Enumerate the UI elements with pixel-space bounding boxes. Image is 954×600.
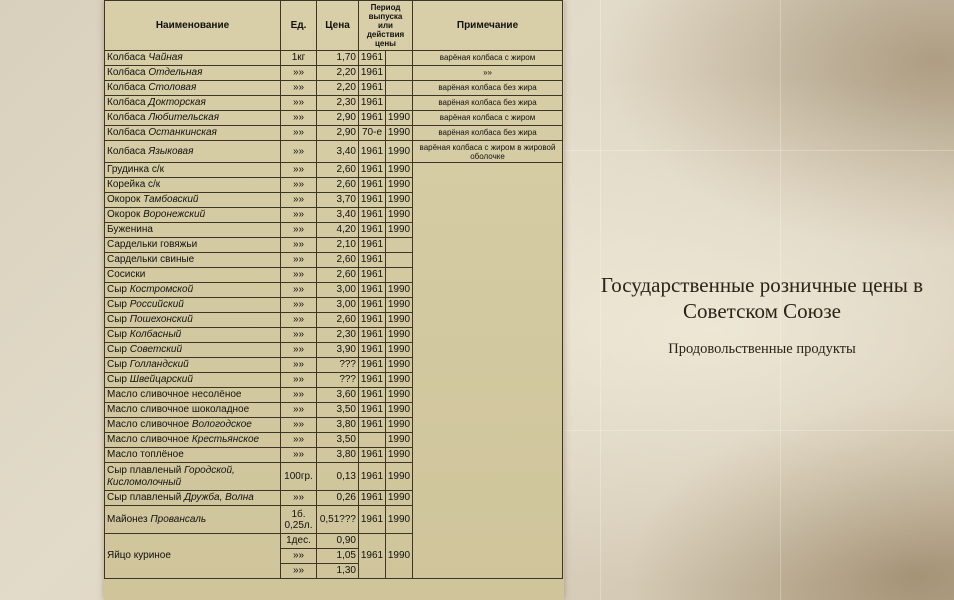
- page-subtitle: Продовольственные продукты: [668, 341, 856, 357]
- item-name-plain: Колбаса: [107, 67, 149, 78]
- table-row: [105, 81, 563, 96]
- item-year-start: 1961: [359, 66, 386, 81]
- item-year-start: 1961: [359, 178, 386, 193]
- item-name: [105, 373, 281, 388]
- item-name-plain: Сыр: [107, 359, 130, 370]
- item-name-plain: Масло сливочное: [107, 434, 192, 445]
- item-name-italic: Костромской: [129, 284, 194, 295]
- item-name: [105, 81, 281, 96]
- item-name-plain: Сыр: [107, 374, 130, 385]
- item-unit: 100гр.: [281, 463, 317, 491]
- item-name-plain: Сардельки говяжьи: [107, 239, 198, 250]
- item-year-end: 1990: [386, 403, 413, 418]
- item-name: [105, 141, 281, 163]
- item-name: [105, 238, 281, 253]
- item-year-end: 1990: [386, 534, 413, 579]
- table-row: [105, 126, 563, 141]
- item-name: [105, 253, 281, 268]
- item-unit: »»: [281, 208, 317, 223]
- item-year-start: 1961: [359, 163, 386, 178]
- item-price: 3,50: [317, 403, 359, 418]
- item-name-plain: Сардельки свиные: [107, 254, 195, 265]
- item-name-plain: Грудинка с/к: [107, 164, 165, 175]
- item-year-end: 1990: [386, 463, 413, 491]
- item-year-start: 1961: [359, 298, 386, 313]
- item-year-end: 1990: [386, 388, 413, 403]
- item-price: 0,90: [317, 534, 359, 549]
- item-name-plain: Масло сливочное несолёное: [107, 389, 242, 400]
- item-unit: »»: [281, 358, 317, 373]
- item-year-start: 1961: [359, 81, 386, 96]
- item-price: 3,90: [317, 343, 359, 358]
- item-year-start: 1961: [359, 343, 386, 358]
- item-price: 2,90: [317, 126, 359, 141]
- item-unit: »»: [281, 549, 317, 564]
- item-name-italic: Швейцарский: [129, 374, 193, 385]
- item-unit: »»: [281, 253, 317, 268]
- header-period: Период выпуска или действия цены: [359, 1, 413, 51]
- item-price: ???: [317, 373, 359, 388]
- item-unit: »»: [281, 313, 317, 328]
- item-name-plain: Колбаса: [107, 112, 149, 123]
- item-year-start: 1961: [359, 463, 386, 491]
- item-year-start: 1961: [359, 268, 386, 283]
- item-name: [105, 403, 281, 418]
- item-unit: »»: [281, 66, 317, 81]
- table-row: [105, 163, 563, 178]
- item-price: 2,90: [317, 111, 359, 126]
- item-name-plain: Масло сливочное шоколадное: [107, 404, 250, 415]
- item-price: 2,60: [317, 313, 359, 328]
- item-year-start: 1961: [359, 358, 386, 373]
- item-name-plain: Колбаса: [107, 127, 149, 138]
- item-year-end: [386, 51, 413, 66]
- item-price: 3,80: [317, 418, 359, 433]
- item-name-plain: Буженина: [107, 224, 153, 235]
- item-year-end: 1990: [386, 313, 413, 328]
- item-note: варёная колбаса с жиром: [413, 51, 563, 66]
- item-name-italic: Отдельная: [148, 67, 203, 78]
- item-year-end: 1990: [386, 283, 413, 298]
- item-name: [105, 313, 281, 328]
- item-name-plain: Сыр: [107, 329, 130, 340]
- table-row: [105, 96, 563, 111]
- item-year-end: 1990: [386, 223, 413, 238]
- item-year-start: [359, 433, 386, 448]
- item-name-plain: Сыр: [107, 299, 130, 310]
- item-name: [105, 178, 281, 193]
- item-unit: »»: [281, 223, 317, 238]
- item-price: 2,20: [317, 81, 359, 96]
- item-price: 4,20: [317, 223, 359, 238]
- table-body: [105, 51, 563, 579]
- item-unit: »»: [281, 141, 317, 163]
- item-year-start: 1961: [359, 403, 386, 418]
- item-name: [105, 126, 281, 141]
- item-year-start: 1961: [359, 534, 386, 579]
- item-price: 2,60: [317, 253, 359, 268]
- item-name-italic: Столовая: [148, 82, 197, 93]
- item-unit: »»: [281, 96, 317, 111]
- item-price: 0,13: [317, 463, 359, 491]
- item-unit: »»: [281, 163, 317, 178]
- item-unit: »»: [281, 178, 317, 193]
- item-name-plain: Окорок: [107, 194, 144, 205]
- item-year-end: 1990: [386, 298, 413, 313]
- item-year-start: 1961: [359, 223, 386, 238]
- item-price: 2,60: [317, 178, 359, 193]
- item-year-start: 1961: [359, 51, 386, 66]
- item-year-end: [386, 81, 413, 96]
- item-name: [105, 111, 281, 126]
- item-year-start: 1961: [359, 96, 386, 111]
- item-name-plain: Корейка с/к: [107, 179, 161, 190]
- item-unit: »»: [281, 328, 317, 343]
- notes-empty-area: [413, 163, 563, 579]
- price-table-sheet: [104, 0, 564, 600]
- item-year-start: 1961: [359, 193, 386, 208]
- item-year-end: 1990: [386, 328, 413, 343]
- item-year-end: [386, 268, 413, 283]
- item-name: [105, 388, 281, 403]
- item-note: варёная колбаса без жира: [413, 81, 563, 96]
- item-name: [105, 268, 281, 283]
- item-unit: 1б. 0,25л.: [281, 506, 317, 534]
- item-year-start: 1961: [359, 373, 386, 388]
- item-name: [105, 163, 281, 178]
- item-price: 3,40: [317, 208, 359, 223]
- item-unit: »»: [281, 193, 317, 208]
- table-row: [105, 66, 563, 81]
- item-name-plain: Сосиски: [107, 269, 146, 280]
- item-year-end: 1990: [386, 343, 413, 358]
- item-year-start: 1961: [359, 506, 386, 534]
- item-year-end: 1990: [386, 358, 413, 373]
- item-price: 2,10: [317, 238, 359, 253]
- item-price: 2,30: [317, 96, 359, 111]
- item-year-start: 1961: [359, 418, 386, 433]
- item-name: [105, 223, 281, 238]
- item-name-plain: Колбаса: [107, 82, 149, 93]
- item-year-end: 1990: [386, 178, 413, 193]
- item-price: 3,60: [317, 388, 359, 403]
- item-year-start: 1961: [359, 313, 386, 328]
- page-title: Государственные розничные цены в Советском Союзе: [600, 273, 924, 323]
- item-name-italic: Городской, Кисломолочный: [107, 464, 235, 488]
- item-year-start: 1961: [359, 388, 386, 403]
- item-name-italic: Советский: [129, 344, 183, 355]
- item-name-italic: Колбасный: [129, 329, 182, 340]
- item-year-end: 1990: [386, 491, 413, 506]
- item-name: [105, 298, 281, 313]
- item-name: [105, 463, 281, 491]
- item-year-end: 1990: [386, 373, 413, 388]
- item-year-end: 1990: [386, 208, 413, 223]
- item-name-italic: Языковая: [148, 145, 194, 157]
- item-unit: »»: [281, 81, 317, 96]
- item-year-end: 1990: [386, 433, 413, 448]
- item-note: »»: [413, 66, 563, 81]
- table-row: [105, 51, 563, 66]
- item-name-plain: Колбаса: [107, 52, 149, 63]
- item-name: [105, 51, 281, 66]
- item-name: [105, 193, 281, 208]
- item-unit: »»: [281, 448, 317, 463]
- item-unit: »»: [281, 283, 317, 298]
- item-name-italic: Докторская: [148, 97, 206, 108]
- item-year-end: [386, 66, 413, 81]
- header-unit: Ед.: [281, 1, 317, 51]
- item-price: 3,70: [317, 193, 359, 208]
- item-year-start: 1961: [359, 238, 386, 253]
- item-name-italic: Крестьянское: [191, 434, 260, 445]
- item-name-italic: Воронежский: [143, 209, 206, 220]
- item-name: [105, 328, 281, 343]
- table-row: [105, 111, 563, 126]
- item-note: варёная колбаса без жира: [413, 96, 563, 111]
- item-year-end: [386, 238, 413, 253]
- item-price: 2,20: [317, 66, 359, 81]
- item-name-plain: Колбаса: [107, 97, 149, 108]
- item-unit: »»: [281, 268, 317, 283]
- table-header-row: [105, 1, 563, 51]
- header-price: Цена: [317, 1, 359, 51]
- item-year-start: 1961: [359, 111, 386, 126]
- item-name-italic: Останкинская: [148, 127, 217, 138]
- item-name: [105, 433, 281, 448]
- item-name-plain: Масло сливочное: [107, 419, 192, 430]
- price-table: [104, 0, 563, 579]
- item-year-end: 1990: [386, 163, 413, 178]
- item-price: 0,51???: [317, 506, 359, 534]
- item-unit: »»: [281, 373, 317, 388]
- item-price: ???: [317, 358, 359, 373]
- item-year-end: 1990: [386, 193, 413, 208]
- item-name: [105, 343, 281, 358]
- item-name: [105, 283, 281, 298]
- item-name-plain: Окорок: [107, 209, 144, 220]
- header-name: Наименование: [105, 1, 281, 51]
- item-name-italic: Российский: [129, 299, 184, 310]
- item-year-start: 1961: [359, 208, 386, 223]
- item-price: 3,50: [317, 433, 359, 448]
- item-year-end: 1990: [386, 448, 413, 463]
- item-year-start: 1961: [359, 491, 386, 506]
- item-unit: »»: [281, 343, 317, 358]
- item-note: варёная колбаса с жиром в жировой оболочке: [413, 141, 563, 163]
- item-name: [105, 208, 281, 223]
- item-unit: »»: [281, 126, 317, 141]
- item-year-end: 1990: [386, 506, 413, 534]
- item-name: [105, 506, 281, 534]
- item-unit: 1кг: [281, 51, 317, 66]
- item-unit: »»: [281, 238, 317, 253]
- item-year-end: [386, 253, 413, 268]
- item-name: [105, 96, 281, 111]
- item-unit: »»: [281, 491, 317, 506]
- item-price: 3,00: [317, 283, 359, 298]
- item-name-plain: Масло топлёное: [107, 449, 184, 460]
- item-year-start: 1961: [359, 253, 386, 268]
- item-name: [105, 491, 281, 506]
- item-name: Яйцо куриное: [105, 534, 281, 579]
- item-name: [105, 418, 281, 433]
- item-name: [105, 448, 281, 463]
- item-price: 1,70: [317, 51, 359, 66]
- item-unit: »»: [281, 111, 317, 126]
- item-price: 1,30: [317, 564, 359, 579]
- item-unit: »»: [281, 418, 317, 433]
- item-name: [105, 358, 281, 373]
- item-year-end: 1990: [386, 111, 413, 126]
- item-name-italic: Любительская: [148, 112, 220, 123]
- item-price: 3,00: [317, 298, 359, 313]
- item-unit: »»: [281, 298, 317, 313]
- item-name-italic: Голландский: [129, 359, 189, 370]
- item-unit: 1дес.: [281, 534, 317, 549]
- item-name-plain: Сыр плавленый: [107, 464, 185, 476]
- item-name-italic: Чайная: [148, 52, 183, 63]
- item-name-italic: Вологодское: [191, 419, 252, 430]
- item-unit: »»: [281, 403, 317, 418]
- header-note: Примечание: [413, 1, 563, 51]
- item-price: 2,60: [317, 268, 359, 283]
- item-year-start: 1961: [359, 141, 386, 163]
- item-year-start: 1961: [359, 448, 386, 463]
- item-price: 3,40: [317, 141, 359, 163]
- item-name-plain: Сыр плавленый: [107, 492, 185, 503]
- item-name-plain: Сыр: [107, 284, 130, 295]
- item-unit: »»: [281, 564, 317, 579]
- table-row: [105, 141, 563, 163]
- item-name-italic: Провансаль: [150, 513, 207, 525]
- item-year-end: 1990: [386, 126, 413, 141]
- item-year-end: 1990: [386, 418, 413, 433]
- item-unit: »»: [281, 433, 317, 448]
- item-name-italic: Дружба, Волна: [184, 492, 254, 503]
- item-name-plain: Сыр: [107, 314, 130, 325]
- item-price: 3,80: [317, 448, 359, 463]
- item-year-end: [386, 96, 413, 111]
- item-price: 2,30: [317, 328, 359, 343]
- item-year-start: 1961: [359, 328, 386, 343]
- item-year-start: 70-е: [359, 126, 386, 141]
- item-name-plain: Сыр: [107, 344, 130, 355]
- item-name-plain: Колбаса: [107, 145, 149, 157]
- item-price: 2,60: [317, 163, 359, 178]
- item-name-italic: Тамбовский: [143, 194, 199, 205]
- item-price: 0,26: [317, 491, 359, 506]
- item-year-start: 1961: [359, 283, 386, 298]
- item-name-italic: Пошехонский: [129, 314, 193, 325]
- item-note: варёная колбаса с жиром: [413, 111, 563, 126]
- item-year-end: 1990: [386, 141, 413, 163]
- item-unit: »»: [281, 388, 317, 403]
- item-name: [105, 66, 281, 81]
- item-name-plain: Майонез: [107, 513, 151, 525]
- item-price: 1,05: [317, 549, 359, 564]
- item-note: варёная колбаса без жира: [413, 126, 563, 141]
